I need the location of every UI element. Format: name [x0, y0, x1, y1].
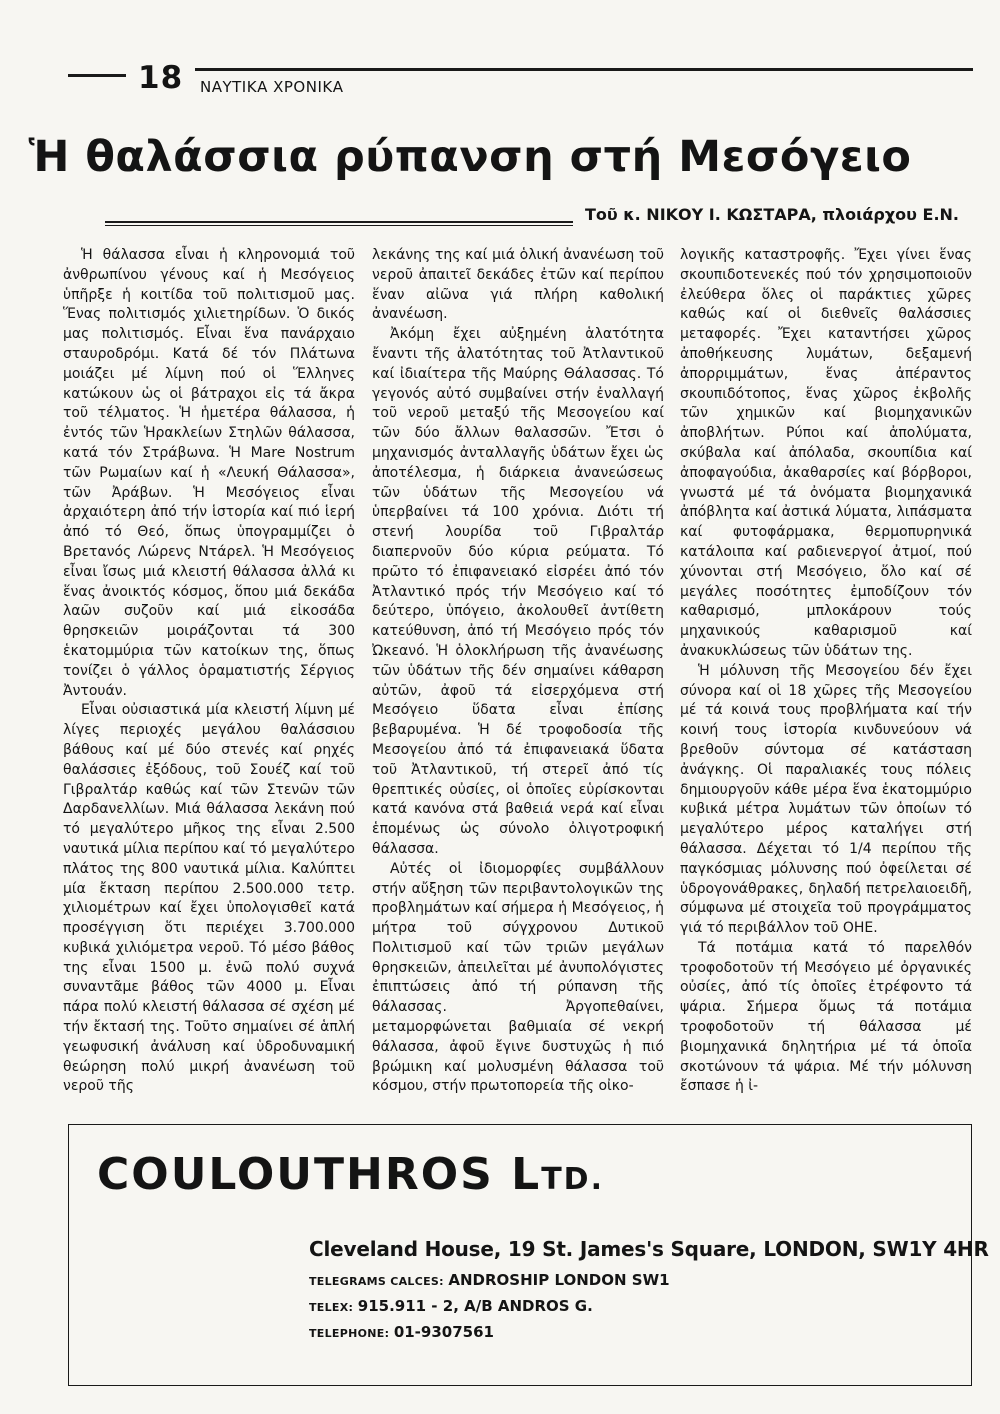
ad-telex-value: 915.911 - 2, A/B ANDROS G.: [357, 1297, 593, 1315]
byline-rule: [105, 221, 573, 226]
ad-address: Cleveland House, 19 St. James's Square, LONDON, SW1Y 4HR: [309, 1237, 989, 1261]
article-paragraph: Ἡ μόλυνση τῆς Μεσογείου δέν ἔχει σύνορα καί οἱ 18 χῶρες τῆς Μεσογείου μέ τά κοινά τους προβλήματα καί τήν κοινή τους ἱστορία κινδυνεύουν νά βρεθοῦν σύντομα σέ κατάσταση ἀνάγκης. Οἱ παραλιακές τους πόλεις δημιουργοῦν κάθε μέρα ἕνα ἑκατομμύριο κυβικά μέτρα λυμάτων τῶν ὁποίων τό μεγαλύτερο μέρος καταλήγει στή θάλασσα. Δέχεται τό 1/4 περίπου τῆς παγκόσμιας μόλυνσης πού ὀφείλεται σέ ὑδρογονάθρακες, δηλαδή πετρελαιοειδῆ, σύμφωνα μέ στοιχεῖα τοῦ προγράμματος γιά τό περιβάλλον τοῦ ΟΗΕ.: [680, 662, 972, 937]
ad-telephone-value: 01-9307561: [393, 1323, 494, 1341]
advertisement-box: [68, 1124, 989, 1386]
ad-telegrams-label: TELEGRAMS CALCES:: [309, 1275, 444, 1288]
article-byline: Τοῦ κ. ΝΙΚΟΥ Ι. ΚΩΣΤΑΡΑ, πλοιάρχου Ε.Ν.: [585, 205, 959, 224]
article-paragraph: Ἡ θάλασσα εἶναι ἡ κληρονομιά τοῦ ἀνθρωπίνου γένους καί ἡ Μεσόγειος ὑπῆρξε ἡ κοιτίδα τοῦ πολιτισμοῦ μας. Ἕνας πολιτισμός χιλιετηρίδων. Ὁ δικός μας πολιτισμός. Εἶναι ἕνα πανάρχαιο σταυροδρόμι. Κατά δέ τόν Πλάτωνα μοιάζει μέ λίμνη πού οἱ Ἕλληνες κατώκουν ὡς οἱ βάτραχοι εἰς τά ἄκρα τοῦ τέλματος. Ἡ ἡμετέρα θάλασσα, ἡ ἐντός τῶν Ἡρακλείων Στηλῶν θάλασσα, κατά τόν Στράβωνα. Ἡ Mare Nostrum τῶν Ρωμαίων καί ἡ «Λευκή Θάλασσα», τῶν Ἀράβων. Ἡ Μεσόγειος εἶναι ἀρχαιότερη ἀπό τήν ἱστορία καί πιό ἱερή ἀπό τό Θεό, ὅπως ὑπογραμμίζει ὁ Βρετανός Λώρενς Ντάρελ. Ἡ Μεσόγειος εἶναι ἴσως μιά κλειστή θάλασσα ἀλλά κι ἕνας ἀνοικτός κόσμος, ὅπου μιά δεκάδα λαῶν συζοῦν καί μιά εἰκοσάδα θρησκειῶν μοιράζονται τά 300 ἑκατομμύρια τῶν κατοίκων της, ὅπως τονίζει ὁ γάλλος ὁραματιστής Σέργιος Ἀντουάν.: [63, 247, 355, 699]
article-paragraph: Ἀκόμη ἔχει αὐξημένη ἁλατότητα ἔναντι τῆς ἁλατότητας τοῦ Ἀτλαντικοῦ καί ἰδιαίτερα τῆς Μαύρης Θάλασσας. Τό γεγονός αὐτό συμβαίνει στήν ἐναλλαγή τοῦ νεροῦ μεταξύ τῆς Μεσογείου καί τῶν δύο ἄλλων θαλασσῶν. Ἔτσι ὁ μηχανισμός ἀνταλλαγῆς ὑδάτων ἔχει ὡς ἀποτέλεσμα, ἡ διάρκεια ἀνανεώσεως τῶν ὑδάτων τῆς Μεσογείου νά ὑπερβαίνει τά 100 χρόνια. Διότι τή στενή λουρίδα τοῦ Γιβραλτάρ διαπερνοῦν δύο κύρια ρεύματα. Τό πρῶτο τό ἐπιφανειακό εἰσρέει ἀπό τόν Ἀτλαντικό πρός τήν Μεσόγειο καί τό δεύτερο, ὑπόγειο, ἀκολουθεῖ ἀντίθετη κατεύθυνση, ἀπό τή Μεσόγειο πρός τόν Ὠκεανό. Ἡ ὁλοκλήρωση τῆς ἀνανέωσης τῶν ὑδάτων τῆς δέν σημαίνει κάθαρση αὐτῶν, ἀφοῦ τά εἰσερχόμενα στή Μεσόγειο ὕδατα εἶναι ἐπίσης βεβαρυμένα. Ἡ δέ τροφοδοσία τῆς Μεσογείου ἀπό τά ἐπιφανειακά ὕδατα τοῦ Ἀτλαντικοῦ, τή στερεῖ ἀπό τίς θρεπτικές οὐσίες, οἱ ὁποῖες εὑρίσκονται κατά κανόνα στά βαθειά νερά καί εἶναι ἑπομένως ὡς σύνολο ὀλιγοτροφική θάλασσα.: [372, 326, 664, 857]
ad-company-suffix-rest: TD.: [541, 1162, 604, 1197]
article-column-1: [63, 246, 355, 1097]
article-paragraph: λογικῆς καταστροφῆς. Ἔχει γίνει ἕνας σκουπιδοτενεκές πού τόν χρησιμοποιοῦν ἐλεύθερα ὅλες οἱ παράκτιες χῶρες καθώς καί οἱ διεθνεῖς θαλάσσιες μεταφορές. Ἔχει καταντήσει χῶρος ἀποθήκευσης λυμάτων, δεξαμενή ἀπορριμμάτων, ἕνας ἀπέραντος σκουπιδότοπος, ἕνας χῶρος ἐκβολῆς τῶν χημικῶν καί βιομηχανικῶν ἀποβλήτων. Ρύποι καί ἀπολύματα, σκύβαλα καί ἀπόλαδα, σκουπίδια καί ἀποφαγούδια, ἀκαθαρσίες καί βόρβοροι, γνωστά μέ τά ὀνόματα βιομηχανικά ἀπόβλητα καί ἀστικά λύματα, λιπάσματα καί φυτοφάρμακα, θερμοπυρηνικά κατάλοιπα καί ραδιενεργοί ἀτμοί, πού χύνονται στή Μεσόγειο, ὅλο καί σέ μεγάλες ποσότητες ἐμποδίζουν τόν καθαρισμό, μπλοκάρουν τούς μηχανικούς καθαρισμοῦ καί ἀνακυκλώσεως τῶν ὑδάτων της.: [680, 247, 972, 659]
article-paragraph: Τά ποτάμια κατά τό παρελθόν τροφοδοτοῦν τή Μεσόγειο μέ ὀργανικές οὐσίες, ἀπό τίς ὁποῖες ἐτρέφοντο τά ψάρια. Σήμερα ὅμως τά ποτάμια τροφοδοτοῦν τή θάλασσα μέ βιομηχανικά δηλητήρια μέ τά ὁποῖα σκοτώνουν τά ψάρια. Μέ τήν μόλυνση ἔσπασε ἡ ἰ-: [680, 939, 972, 1095]
article-paragraph: Εἶναι οὐσιαστικά μία κλειστή λίμνη μέ λίγες περιοχές μεγάλου θαλάσσιου βάθους καί μέ δύο στενές καί ρηχές θαλάσσιες ἐξόδους, τοῦ Σουέζ καί τοῦ Γιβραλτάρ καθώς καί τῶν Στενῶν τῶν Δαρδανελλίων. Μιά θάλασσα λεκάνη πού τό μεγαλύτερο μῆκος της εἶναι 2.500 ναυτικά μίλια περίπου καί τό μεγαλύτερο πλάτος της 800 ναυτικά μίλια. Καλύπτει μία ἔκταση περίπου 2.500.000 τετρ. χιλιομέτρων καί ἔχει ὑπολογισθεῖ κατά προσέγγιση ὅτι περιέχει 3.700.000 κυβικά χιλιόμετρα νεροῦ. Τό μέσο βάθος της εἶναι 1500 μ. ἐνῶ πολύ συχνά συναντᾶμε βάθος τῶν 4000 μ. Εἶναι πάρα πολύ κλειστή θάλασσα σέ σχέση μέ τήν ἔκτασή της. Τοῦτο σημαίνει σέ ἁπλή γεωφυσική ἀνάλυση καί ὑδροδυναμική θεώρηση πολύ μικρή ἀνανέωση τοῦ νεροῦ τῆς: [63, 702, 355, 1095]
ad-telephone-label: TELEPHONE:: [309, 1327, 390, 1340]
page-number: 18: [138, 60, 184, 96]
ad-company-name: [97, 1149, 604, 1200]
ad-telegrams-value: ANDROSHIP LONDON SW1: [448, 1271, 670, 1289]
ad-telephone: [309, 1323, 494, 1341]
article-paragraph: λεκάνης της καί μιά ὁλική ἀνανέωση τοῦ νεροῦ ἀπαιτεῖ δεκάδες ἐτῶν καί περίπου ἕναν αἰῶνα γιά πλήρη καθολική ἀνανέωση.: [372, 247, 664, 323]
header-rule-left: [68, 74, 126, 77]
article-column-3: [680, 246, 972, 1097]
article-title: Ἡ θαλάσσια ρύπανση στή Μεσόγειο: [28, 132, 912, 182]
article-column-2: [372, 246, 664, 1097]
header-rule-right: [195, 68, 973, 71]
ad-telex-label: TELEX:: [309, 1301, 354, 1314]
publication-name: ΝΑΥΤΙΚΑ ΧΡΟΝΙΚΑ: [200, 78, 344, 96]
ad-telex: [309, 1297, 593, 1315]
ad-telegrams: [309, 1271, 670, 1289]
article-paragraph: Αὐτές οἱ ἰδιομορφίες συμβάλλουν στήν αὔξηση τῶν περιβαντολογικῶν της προβλημάτων καί σήμερα ἡ Μεσόγειος, ἡ μήτρα τοῦ σύγχρονου Δυτικοῦ Πολιτισμοῦ καί τῶν τριῶν μεγάλων θρησκειῶν, ἀπειλεῖται μέ ἀνυπολόγιστες ἐπιπτώσεις ἀπό τή ρύπανση τῆς θάλασσας. Ἀργοπεθαίνει, μεταμορφώνεται βαθμιαία σέ νεκρή θάλασσα, ἀφοῦ ἔγινε δυστυχῶς ἡ πιό βρώμικη καί μολυσμένη θάλασσα τοῦ κόσμου, στήν πρωτοπορεία τῆς οἰκο-: [372, 860, 664, 1095]
ad-company-suffix-l: L: [511, 1149, 542, 1200]
ad-company-main: COULOUTHROS: [97, 1149, 494, 1200]
